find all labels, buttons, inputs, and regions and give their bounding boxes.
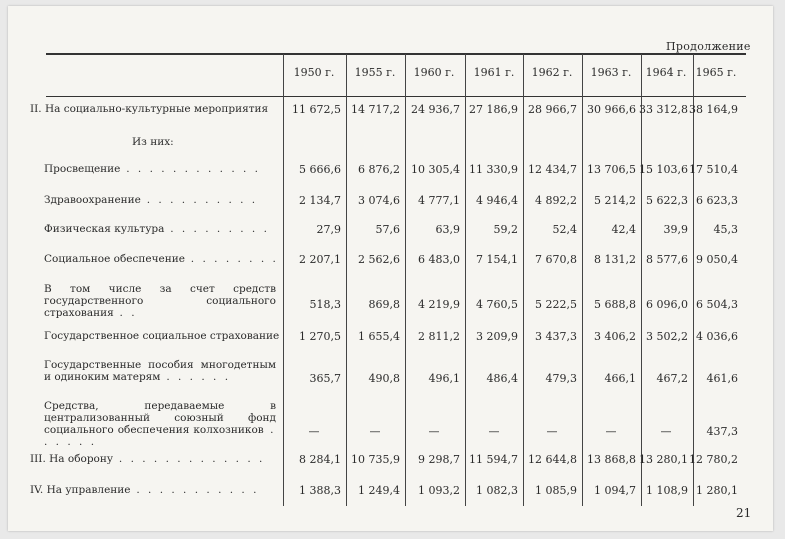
table-cell: — — [428, 425, 440, 438]
row-label — [30, 484, 259, 496]
column-divider — [346, 54, 347, 506]
table-cell: 4 760,5 — [476, 298, 518, 311]
table-cell: 3 406,2 — [594, 330, 636, 343]
column-divider — [283, 54, 284, 506]
table-cell: 11 672,5 — [292, 103, 341, 116]
table-cell: — — [369, 425, 381, 438]
column-header: 1965 г. — [695, 66, 737, 79]
table-cell: — — [660, 425, 672, 438]
table-cell: 869,8 — [368, 298, 400, 311]
table-cell: 1 093,2 — [418, 484, 460, 497]
table-cell: 2 562,6 — [358, 253, 400, 266]
table-cell: 437,3 — [706, 425, 738, 438]
page-number: 21 — [736, 506, 752, 520]
table-cell: 3 437,3 — [535, 330, 577, 343]
row-label-text: Социальное обеспечение — [44, 253, 185, 265]
table-cell: 6 504,3 — [696, 298, 738, 311]
table-cell: 1 655,4 — [358, 330, 400, 343]
leader-dots: . . . . . . — [160, 371, 231, 383]
column-divider — [582, 54, 583, 506]
table-cell: 4 219,9 — [418, 298, 460, 311]
table-cell: 39,9 — [663, 223, 688, 236]
table-cell: 1 388,3 — [299, 484, 341, 497]
table-cell: 59,2 — [493, 223, 518, 236]
table-cell: 28 966,7 — [528, 103, 577, 116]
column-divider — [693, 54, 694, 506]
table-cell: 13 868,8 — [587, 453, 636, 466]
row-label — [44, 359, 276, 383]
leader-dots: . . . . . . . . . . — [140, 194, 258, 206]
row-label — [30, 453, 265, 465]
table-cell: 461,6 — [706, 372, 738, 385]
table-cell: 11 594,7 — [469, 453, 518, 466]
leader-dots: . . . . . . . . . . . . — [120, 163, 261, 175]
table-cell: 7 154,1 — [476, 253, 518, 266]
table-cell: 466,1 — [604, 372, 636, 385]
table-cell: 8 131,2 — [594, 253, 636, 266]
table-cell: 12 434,7 — [528, 163, 577, 176]
table-cell: 486,4 — [486, 372, 518, 385]
table-cell: — — [546, 425, 558, 438]
table-cell: 1 094,7 — [594, 484, 636, 497]
row-label-text: III. На оборону — [30, 453, 114, 465]
table-cell: 2 134,7 — [299, 194, 341, 207]
table-cell: 5 666,6 — [299, 163, 341, 176]
row-label-text: Средства, передаваемые в централизованный союзный фонд социального обеспечения колхозников — [44, 400, 276, 436]
table-cell: 30 966,6 — [587, 103, 636, 116]
row-label-text: Просвещение — [44, 163, 121, 175]
leader-dots: . . . . . . . . . — [164, 223, 270, 235]
table-cell: 6 876,2 — [358, 163, 400, 176]
table-cell: 496,1 — [428, 372, 460, 385]
table-cell: 4 036,6 — [696, 330, 738, 343]
table-cell: 4 892,2 — [535, 194, 577, 207]
row-label-text: В том числе за счет средств государственного социального страхования — [44, 283, 276, 319]
table-cell: — — [605, 425, 617, 438]
table-cell: 27 186,9 — [469, 103, 518, 116]
table-cell: 467,2 — [656, 372, 688, 385]
table-cell: 38 164,9 — [689, 103, 738, 116]
table-cell: — — [308, 425, 320, 438]
continuation-label: Продолжение — [666, 40, 751, 53]
column-header: 1960 г. — [413, 66, 455, 79]
table-cell: 6 096,0 — [646, 298, 688, 311]
table-cell: 24 936,7 — [411, 103, 460, 116]
column-header: 1962 г. — [531, 66, 573, 79]
table-cell: 3 074,6 — [358, 194, 400, 207]
table-cell: 5 222,5 — [535, 298, 577, 311]
column-divider — [465, 54, 466, 506]
row-label — [44, 253, 278, 265]
column-header: 1961 г. — [473, 66, 515, 79]
table-cell: 8 577,6 — [646, 253, 688, 266]
column-divider — [523, 54, 524, 506]
row-label-text: Государственное социальное страхование — [44, 330, 280, 342]
table-cell: 17 510,4 — [689, 163, 738, 176]
table-cell: 1 270,5 — [299, 330, 341, 343]
row-label — [44, 330, 279, 342]
table-cell: 13 706,5 — [587, 163, 636, 176]
leader-dots: . . — [113, 307, 138, 319]
table-cell: 5 622,3 — [646, 194, 688, 207]
row-label — [132, 136, 174, 148]
table-cell: 63,9 — [435, 223, 460, 236]
row-label-text: Физическая культура — [44, 223, 165, 235]
table-cell: 27,9 — [316, 223, 341, 236]
table-cell: 10 305,4 — [411, 163, 460, 176]
column-header: 1964 г. — [645, 66, 687, 79]
row-label-text: Государственные пособия многодетным и одиноким матерям — [44, 359, 276, 383]
leader-dots: . . . . . . . . . . . . . — [113, 453, 265, 465]
table-cell: 5 214,2 — [594, 194, 636, 207]
table-cell: 12 780,2 — [689, 453, 738, 466]
table-cell: 9 050,4 — [696, 253, 738, 266]
table-cell: 12 644,8 — [528, 453, 577, 466]
leader-dots: . . . . . . — [44, 424, 276, 448]
document-page — [8, 6, 773, 531]
column-divider — [405, 54, 406, 506]
column-header: 1950 г. — [293, 66, 335, 79]
table-cell: — — [488, 425, 500, 438]
table-cell: 6 483,0 — [418, 253, 460, 266]
table-cell: 6 623,3 — [696, 194, 738, 207]
table-cell: 15 103,6 — [639, 163, 688, 176]
row-label — [30, 103, 268, 115]
table-cell: 4 777,1 — [418, 194, 460, 207]
row-label-text: Здравоохранение — [44, 194, 141, 206]
table-cell: 7 670,8 — [535, 253, 577, 266]
table-cell: 2 811,2 — [418, 330, 460, 343]
column-divider — [641, 54, 642, 506]
table-cell: 33 312,8 — [639, 103, 688, 116]
table-cell: 52,4 — [552, 223, 577, 236]
table-cell: 1 249,4 — [358, 484, 400, 497]
table-cell: 9 298,7 — [418, 453, 460, 466]
table-cell: 11 330,9 — [469, 163, 518, 176]
table-cell: 1 085,9 — [535, 484, 577, 497]
row-label-text: II. На социально-культурные мероприятия — [30, 103, 269, 115]
table-cell: 4 946,4 — [476, 194, 518, 207]
table-cell: 57,6 — [375, 223, 400, 236]
row-label — [44, 194, 258, 206]
table-cell: 2 207,1 — [299, 253, 341, 266]
table-cell: 3 209,9 — [476, 330, 518, 343]
table-cell: 479,3 — [545, 372, 577, 385]
row-label-text: Из них: — [132, 136, 174, 148]
column-header: 1963 г. — [590, 66, 632, 79]
row-label — [44, 223, 269, 235]
table-cell: 13 280,1 — [639, 453, 688, 466]
table-cell: 518,3 — [309, 298, 341, 311]
table-cell: 490,8 — [368, 372, 400, 385]
table-cell: 3 502,2 — [646, 330, 688, 343]
leader-dots: . . . . . . . . . . . — [130, 484, 259, 496]
table-cell: 5 688,8 — [594, 298, 636, 311]
table-cell: 1 280,1 — [696, 484, 738, 497]
table-cell: 14 717,2 — [351, 103, 400, 116]
table-cell: 42,4 — [611, 223, 636, 236]
leader-dots: . . . . . . . . — [184, 253, 279, 265]
table-cell: 8 284,1 — [299, 453, 341, 466]
row-label-text: IV. На управление — [30, 484, 131, 496]
table-cell: 10 735,9 — [351, 453, 400, 466]
table-cell: 1 108,9 — [646, 484, 688, 497]
table-cell: 45,3 — [713, 223, 738, 236]
column-header: 1955 г. — [354, 66, 396, 79]
table-cell: 1 082,3 — [476, 484, 518, 497]
row-label — [44, 283, 276, 319]
row-label — [44, 400, 276, 448]
row-label — [44, 163, 261, 175]
table-cell: 365,7 — [309, 372, 341, 385]
